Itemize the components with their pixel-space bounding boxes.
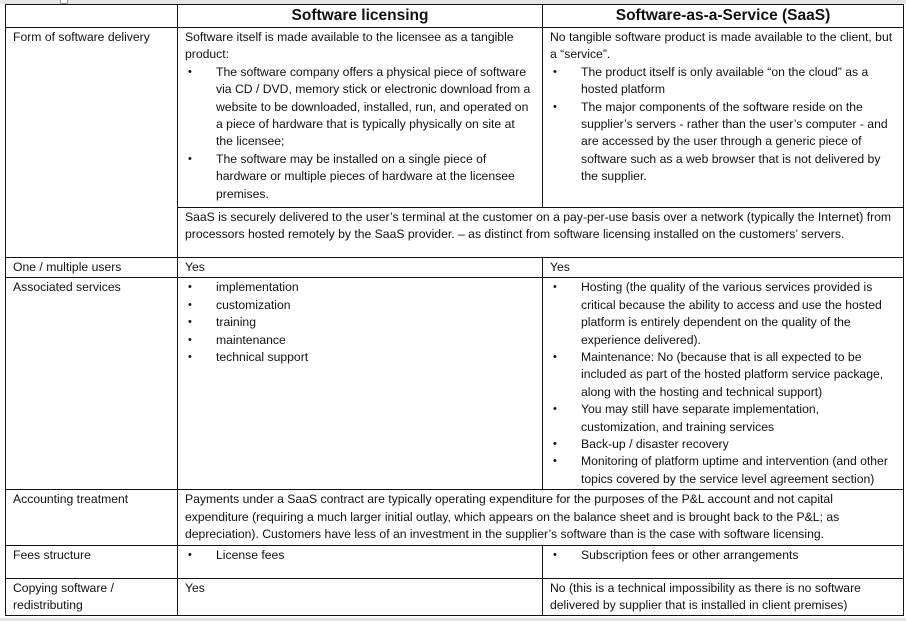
delivery-licensing-intro: Software itself is made available to the licensee as a tangible product: (185, 30, 514, 62)
list-item (550, 401, 896, 436)
cell-delivery-licensing (178, 28, 543, 208)
list-item-text: The software company offers a physical piece of software via CD / DVD, memory stick or electronic download from a website to be downloaded, installed, run, and operated on a piece of hardware that is typically physically on site at the licensee; (216, 64, 531, 149)
list-item (550, 547, 896, 564)
table-row-services (6, 278, 904, 490)
list-item (550, 279, 896, 349)
list-item-text: implementation (216, 280, 299, 295)
row-label-services: Associated services (6, 278, 178, 490)
bullet-icon: • (553, 548, 557, 561)
list-item (185, 64, 535, 151)
cell-fees-licensing (178, 545, 543, 578)
header-saas: Software-as-a-Service (SaaS) (543, 5, 904, 28)
list-item (550, 64, 896, 99)
bullet-icon: • (553, 281, 557, 294)
list-item-text: The product itself is only available “on the cloud” as a hosted platform (581, 64, 869, 97)
bullet-icon: • (188, 65, 192, 78)
cell-copying-licensing: Yes (178, 578, 543, 616)
row-label-delivery: Form of software delivery (6, 28, 178, 258)
list-item-text: Monitoring of platform uptime and intervention (and other topics covered by the service level agreement section) (581, 454, 888, 486)
cell-services-licensing (178, 278, 543, 490)
list-item-text: The major components of the software reside on the supplier’s servers - rather than the user’s computer - and are accessed by the user through a generic piece of software such as a web browser that is not delivered by the supplier. (581, 99, 888, 184)
bullet-icon: • (188, 548, 192, 561)
list-item (185, 547, 535, 564)
bullet-icon: • (553, 403, 557, 416)
list-item-text: maintenance (216, 332, 286, 347)
bullet-icon: • (553, 100, 557, 113)
bullet-icon: • (188, 333, 192, 346)
list-item (550, 349, 896, 401)
list-item-text: technical support (216, 350, 309, 365)
bullet-icon: • (188, 316, 192, 329)
list-item (185, 151, 535, 203)
delivery-saas-intro: No tangible software product is made available to the client, but a “service”. (550, 30, 893, 62)
list-item (185, 332, 535, 349)
bullet-icon: • (553, 351, 557, 364)
cell-copying-saas: No (this is a technical impossibility as there is no software delivered by supplier that is installed in client premises) (543, 578, 904, 616)
list-item-text: Subscription fees or other arrangements (581, 547, 799, 562)
cell-users-licensing: Yes (178, 258, 543, 278)
row-label-copying: Copying software / redistributing (6, 578, 178, 616)
cell-accounting-shared: Payments under a SaaS contract are typically operating expenditure for the purposes of the P&L account and not capital expenditure (requiring a much larger initial outlay, which appears on the balance sheet and is brought back to the P&L; as depreciation). Customers have less of an investment in the supplier’s software than is the case with software licensing. (178, 490, 904, 545)
bullet-icon: • (188, 152, 192, 165)
table-row-copying (6, 578, 904, 616)
list-item-text: The software may be installed on a single piece of hardware or multiple pieces of hardware at the licensee premises. (216, 151, 515, 201)
bullet-icon: • (188, 351, 192, 364)
row-label-accounting: Accounting treatment (6, 490, 178, 545)
list-item-text: Hosting (the quality of the various services provided is critical because the ability to access and use the hosted platform is entirely dependent on the quality of the experience delivered). (581, 280, 882, 347)
fees-saas-list (550, 547, 896, 564)
list-item (185, 314, 535, 331)
table-row-users (6, 258, 904, 278)
header-software-licensing: Software licensing (178, 5, 543, 28)
list-item-text: License fees (216, 547, 285, 562)
services-saas-list (550, 279, 896, 488)
cell-users-saas: Yes (543, 258, 904, 278)
row-label-users: One / multiple users (6, 258, 178, 278)
list-item (185, 349, 535, 366)
list-item-text: training (216, 315, 256, 330)
cell-delivery-saas (543, 28, 904, 208)
table-row-fees (6, 545, 904, 578)
table-row-delivery (6, 28, 904, 208)
list-item-text: Maintenance: No (because that is all expected to be included as part of the hosted platform service package, along with the hosting and technical support) (581, 350, 884, 399)
bullet-icon: • (188, 298, 192, 311)
table-row-accounting (6, 490, 904, 545)
list-item-text: You may still have separate implementation, customization, and training services (581, 402, 820, 434)
bullet-icon: • (553, 65, 557, 78)
delivery-saas-list (550, 64, 896, 186)
list-item (550, 436, 896, 453)
bullet-icon: • (188, 281, 192, 294)
header-feature (6, 5, 178, 28)
comparison-table (5, 4, 904, 616)
row-label-fees: Fees structure (6, 545, 178, 578)
cell-delivery-shared-note: SaaS is securely delivered to the user’s terminal at the customer on a pay-per-use basis over a network (typically the Internet) from processors hosted remotely by the SaaS provider. – as distinct from software licensing installed on the customers’ servers. (178, 208, 904, 258)
list-item (550, 453, 896, 488)
list-item (550, 99, 896, 186)
cell-fees-saas (543, 545, 904, 578)
list-item-text: customization (216, 297, 291, 312)
list-item (185, 297, 535, 314)
services-licensing-list (185, 279, 535, 366)
bullet-icon: • (553, 455, 557, 468)
list-item (185, 279, 535, 296)
fees-licensing-list (185, 547, 535, 564)
header-row (6, 5, 904, 28)
delivery-licensing-list (185, 64, 535, 203)
cell-services-saas (543, 278, 904, 490)
bullet-icon: • (553, 438, 557, 451)
list-item-text: Back-up / disaster recovery (581, 437, 729, 452)
